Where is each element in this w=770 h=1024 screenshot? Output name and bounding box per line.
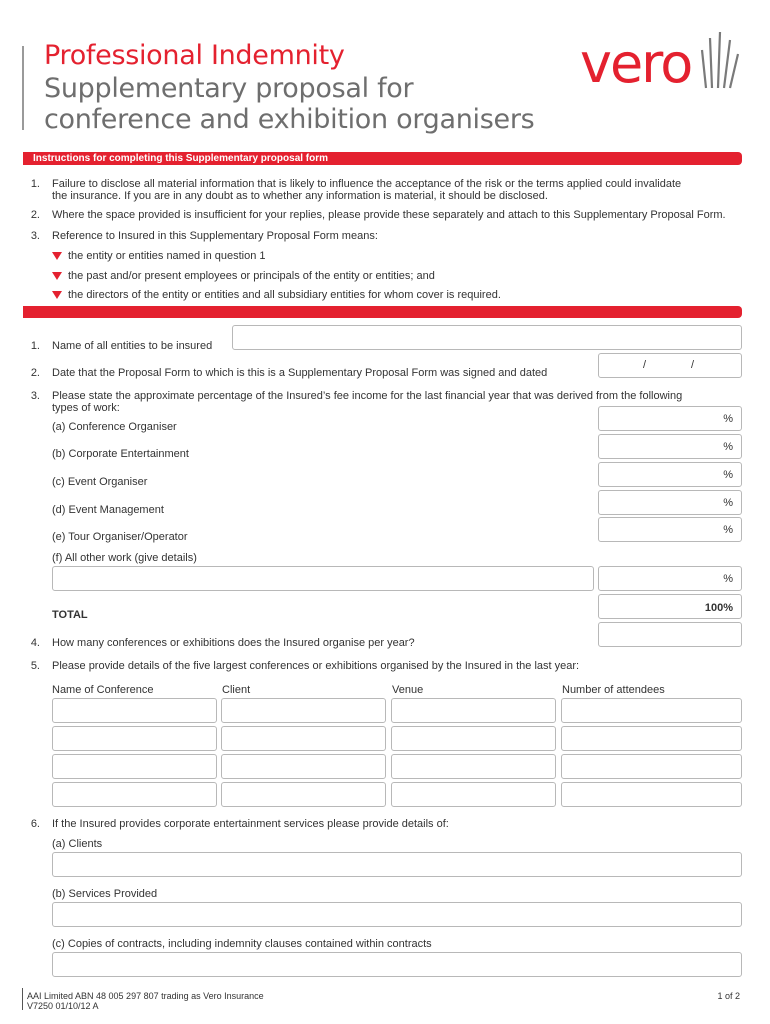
contracts-input[interactable] xyxy=(52,952,742,977)
q3-line1: Please state the approximate percentage of the Insured’s fee income for the last financial year that was derived from the following xyxy=(52,390,683,402)
instruction-3-text: Reference to Insured in this Supplementary Proposal Form means: xyxy=(52,230,378,242)
table-cell-input[interactable] xyxy=(391,782,556,807)
q4-label: How many conferences or exhibitions does the Insured organise per year? xyxy=(52,637,415,649)
title-line-2: Supplementary proposal for xyxy=(44,73,414,104)
bullet-2: the past and/or present employees or principals of the entity or entities; and xyxy=(68,270,435,282)
section-divider-band xyxy=(23,306,742,318)
title-line-3: conference and exhibition organisers xyxy=(44,104,535,135)
instruction-1-number: 1. xyxy=(30,178,40,190)
instruction-2-text: Where the space provided is insufficient for your replies, please provide these separately and attach to this Supplementary Proposal Form. xyxy=(52,209,726,221)
clients-input[interactable] xyxy=(52,852,742,877)
q3b-percent-input[interactable]: % xyxy=(598,434,742,459)
bullet-3: the directors of the entity or entities and all subsidiary entities for whom cover is required. xyxy=(68,289,501,301)
q5-label: Please provide details of the five largest conferences or exhibitions organised by the Insured in the last year: xyxy=(52,660,580,672)
footer-accent-bar xyxy=(22,988,23,1010)
table-cell-input[interactable] xyxy=(561,726,742,751)
proposal-date-input[interactable] xyxy=(598,353,742,378)
entities-name-input[interactable] xyxy=(232,325,742,350)
q5-number: 5. xyxy=(30,660,40,672)
other-work-details-input[interactable] xyxy=(52,566,594,591)
instruction-3-number: 3. xyxy=(30,230,40,242)
table-cell-input[interactable] xyxy=(221,754,386,779)
table-cell-input[interactable] xyxy=(52,698,217,723)
q3d-percent-input[interactable]: % xyxy=(598,490,742,515)
bullet-triangle-icon xyxy=(52,272,62,280)
q3c-label: (c) Event Organiser xyxy=(52,476,148,488)
table-cell-input[interactable] xyxy=(221,698,386,723)
instruction-1-line1: Failure to disclose all material information that is likely to influence the acceptance of the risk or the terms applied could invalidate xyxy=(52,178,682,190)
column-header-attendees: Number of attendees xyxy=(562,684,665,696)
column-header-client: Client xyxy=(222,684,251,696)
q3a-label: (a) Conference Organiser xyxy=(52,421,177,433)
q6-label: If the Insured provides corporate entertainment services please provide details of: xyxy=(52,818,449,830)
page-number: 1 of 2 xyxy=(717,991,740,1001)
q6-number: 6. xyxy=(30,818,40,830)
table-cell-input[interactable] xyxy=(221,726,386,751)
q6a-label: (a) Clients xyxy=(52,838,103,850)
q3-line2: types of work: xyxy=(52,402,120,414)
q2-number: 2. xyxy=(30,367,40,379)
q3d-label: (d) Event Management xyxy=(52,504,164,516)
q1-number: 1. xyxy=(30,340,40,352)
instructions-heading: Instructions for completing this Supplementary proposal form xyxy=(23,152,742,165)
column-header-conference: Name of Conference xyxy=(52,684,154,696)
bullet-triangle-icon xyxy=(52,252,62,260)
q4-number: 4. xyxy=(30,637,40,649)
table-cell-input[interactable] xyxy=(561,782,742,807)
table-cell-input[interactable] xyxy=(391,698,556,723)
q3-number: 3. xyxy=(30,390,40,402)
table-cell-input[interactable] xyxy=(52,782,217,807)
q6b-label: (b) Services Provided xyxy=(52,888,158,900)
table-cell-input[interactable] xyxy=(52,754,217,779)
table-cell-input[interactable] xyxy=(221,782,386,807)
bullet-triangle-icon xyxy=(52,291,62,299)
total-percent-field: 100% xyxy=(598,594,742,619)
q3b-label: (b) Corporate Entertainment xyxy=(52,448,189,460)
q6c-label: (c) Copies of contracts, including indemnity clauses contained within contracts xyxy=(52,938,432,950)
table-cell-input[interactable] xyxy=(391,726,556,751)
table-cell-input[interactable] xyxy=(561,754,742,779)
instruction-2-number: 2. xyxy=(30,209,40,221)
footer-form-code: V7250 01/10/12 A xyxy=(27,1001,99,1011)
date-separator: / xyxy=(643,359,647,371)
bullet-1: the entity or entities named in question 1 xyxy=(68,250,266,262)
title-accent-bar xyxy=(22,46,24,130)
vero-logo: vero xyxy=(580,32,692,95)
q3e-percent-input[interactable]: % xyxy=(598,517,742,542)
q3a-percent-input[interactable]: % xyxy=(598,406,742,431)
table-cell-input[interactable] xyxy=(391,754,556,779)
q3f-label: (f) All other work (give details) xyxy=(52,552,197,564)
table-cell-input[interactable] xyxy=(561,698,742,723)
q1-label: Name of all entities to be insured xyxy=(52,340,213,352)
instruction-1-line2: the insurance. If you are in any doubt as to whether any information is material, it should be disclosed. xyxy=(52,190,548,202)
total-label: TOTAL xyxy=(52,609,88,621)
q3c-percent-input[interactable]: % xyxy=(598,462,742,487)
table-cell-input[interactable] xyxy=(52,726,217,751)
q3e-label: (e) Tour Organiser/Operator xyxy=(52,531,188,543)
q2-label: Date that the Proposal Form to which is this is a Supplementary Proposal Form was signed and dated xyxy=(52,367,548,379)
services-provided-input[interactable] xyxy=(52,902,742,927)
vero-logo-mark-icon xyxy=(700,30,742,92)
footer-company: AAI Limited ABN 48 005 297 807 trading as Vero Insurance xyxy=(27,991,264,1001)
date-separator: / xyxy=(691,359,695,371)
title-line-1: Professional Indemnity xyxy=(44,40,345,71)
column-header-venue: Venue xyxy=(392,684,424,696)
conferences-per-year-input[interactable] xyxy=(598,622,742,647)
q3f-percent-input[interactable]: % xyxy=(598,566,742,591)
